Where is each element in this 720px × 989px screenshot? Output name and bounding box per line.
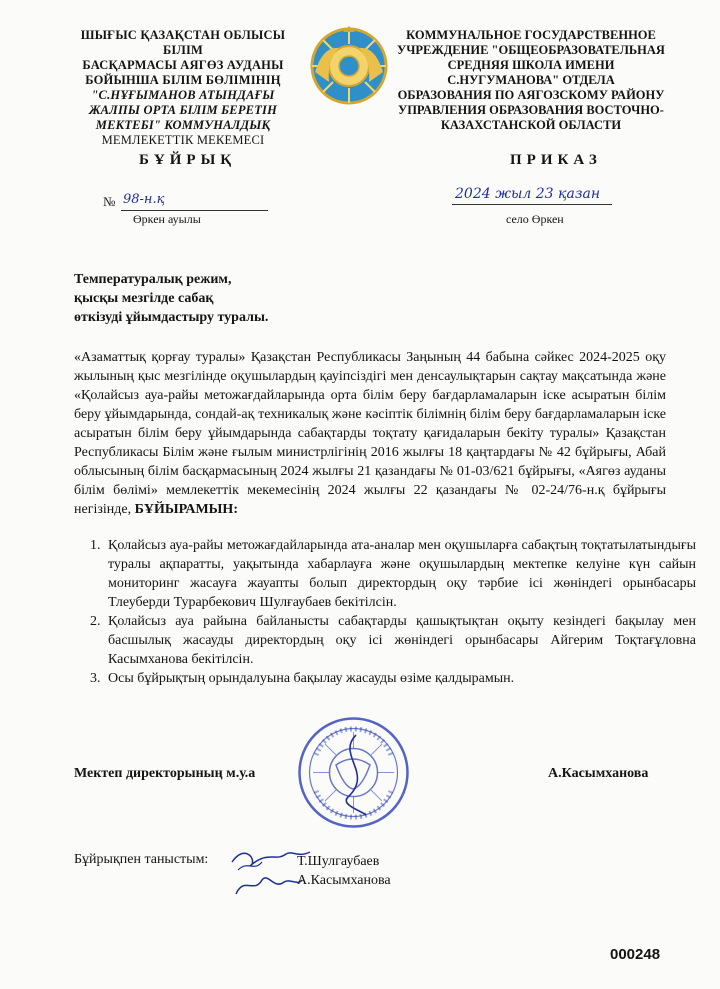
subject-line: өткізуді ұйымдастыру туралы. [74, 310, 269, 325]
number-underline [121, 210, 268, 211]
ack-name: Т.Шулгаубаев [297, 854, 380, 869]
header-right-line: КОММУНАЛЬНОЕ ГОСУДАРСТВЕННОЕ [406, 28, 656, 42]
preamble-text: «Азаматтық қорғау туралы» Қазақстан Республикасы Заңының 44 бабына сәйкес 2024-2025 оқу жылының қыс мезгілінде оқушылардың қауіпсіздігі мен денсаулықтарын сақтау мақсатында және «Қолайсыз ауа-райы метожағдайларында орта білім беру бағдарламаларын іске асыратын білім беру ұйымдарында, сондай-ақ техникалық және кәсіптік білімнің білім беру бағдарламаларын іске асыратын білім беру ұйымдарында сабақтарды тоқтату қағидаларын бекіту туралы» Қазақстан Республикасы Білім және ғылым министрлігінің 2016 жылғы 18 қаңтардағы № 42 бұйрығы, Абай облысының білім басқармасының 2024 жылғы 21 қазандағы № 01-03/621 бұйрығы, «Аягөз ауданы білім бөлімі» мемлекеттік мекемесінің 2024 жылғы 22 қазандағы № 02-24/76-н.қ бұйрығы негізінде, [74, 350, 666, 517]
order-keyword: БҰЙЫРАМЫН: [134, 502, 238, 517]
header-left-line: ЖАЛПЫ ОРТА БІЛІМ БЕРЕТІН [88, 103, 278, 117]
header-left-line: МЕКТЕБІ" КОММУНАЛДЫҚ [95, 118, 271, 132]
order-number-line [103, 194, 268, 210]
order-item: 1. Қолайсыз ауа-райы метожағдайларында ата-аналар мен оқушыларға сабақтың тоқтатылатындығы туралы ақпаратты, уақытында хабарлауға және оқушылардың мектепке келуіне күн сайын мониторинг жасауға жауапты болып директордың оқу тәрбие ісі жөніндегі орынбасары Тлеуберди Турарбекович Шулғаубаев бекітілсін. [104, 536, 696, 612]
header-right-line: КАЗАХСТАНСКОЙ ОБЛАСТИ [440, 118, 622, 132]
state-emblem-icon [309, 26, 389, 106]
order-items-list [74, 536, 696, 688]
header-right-line: УЧРЕЖДЕНИЕ "ОБЩЕОБРАЗОВАТЕЛЬНАЯ [397, 43, 665, 57]
header-left-line: БАСҚАРМАСЫ АЯГӨЗ АУДАНЫ [82, 58, 284, 72]
place-kz: Өркен ауылы [133, 212, 201, 226]
acknowledgement-label: Бұйрықпен таныстым: [74, 852, 209, 867]
order-number-handwritten: 98-н.қ [123, 192, 165, 207]
header-left-line: ШЫҒЫС ҚАЗАҚСТАН ОБЛЫСЫ БІЛІМ [80, 28, 286, 57]
order-title-kz: БҰЙРЫҚ [139, 152, 237, 168]
number-prefix: № [103, 194, 116, 209]
order-title-ru: ПРИКАЗ [510, 152, 602, 168]
official-stamp [296, 715, 411, 830]
order-item: 3. Осы бұйрықтың орындалуына бақылау жасауды өзіме қалдырамын. [104, 669, 696, 688]
header-right-line: ОБРАЗОВАНИЯ ПО АЯГОЗСКОМУ РАЙОНУ [397, 88, 665, 102]
header-right-line: С.НУГУМАНОВА" ОТДЕЛА [447, 73, 615, 87]
ack-name: А.Касымханова [297, 873, 391, 888]
order-item: 2. Қолайсыз ауа райына байланысты сабақтарды қашықтықтан оқыту кезіндегі бақылау мен басшылық жасауды директордың оқу ісі жөніндегі орынбасары Айгерим Тоқтағұловна Касымханова бекітілсін. [104, 612, 696, 669]
director-label: Мектеп директорының м.у.а [74, 766, 256, 781]
date-underline [452, 204, 612, 205]
header-left-line: МЕМЛЕКЕТТІК МЕКЕМЕСІ [101, 133, 265, 147]
header-right-line: СРЕДНЯЯ ШКОЛА ИМЕНИ [447, 58, 615, 72]
order-preamble [74, 348, 666, 519]
subject-line: Температуралық режим, [74, 272, 232, 287]
acknowledgement-names [297, 852, 391, 890]
serial-number: 000248 [610, 946, 661, 963]
order-subject [74, 270, 268, 327]
header-right-ru [395, 28, 667, 133]
header-right-line: УПРАВЛЕНИЯ ОБРАЗОВАНИЯ ВОСТОЧНО- [398, 103, 664, 117]
director-name: А.Касымханова [548, 766, 649, 781]
header-left-line: "С.НҰҒЫМАНОВ АТЫНДАҒЫ [91, 88, 275, 102]
order-date-handwritten: 2024 жыл 23 қазан [455, 186, 601, 202]
subject-line: қысқы мезгілде сабақ [74, 291, 214, 306]
header-left-line: БОЙЫНША БІЛІМ БӨЛІМІНІҢ [85, 73, 281, 87]
place-ru: село Өркен [506, 212, 564, 226]
order-date-line [452, 186, 612, 208]
header-left-kz [60, 28, 306, 148]
